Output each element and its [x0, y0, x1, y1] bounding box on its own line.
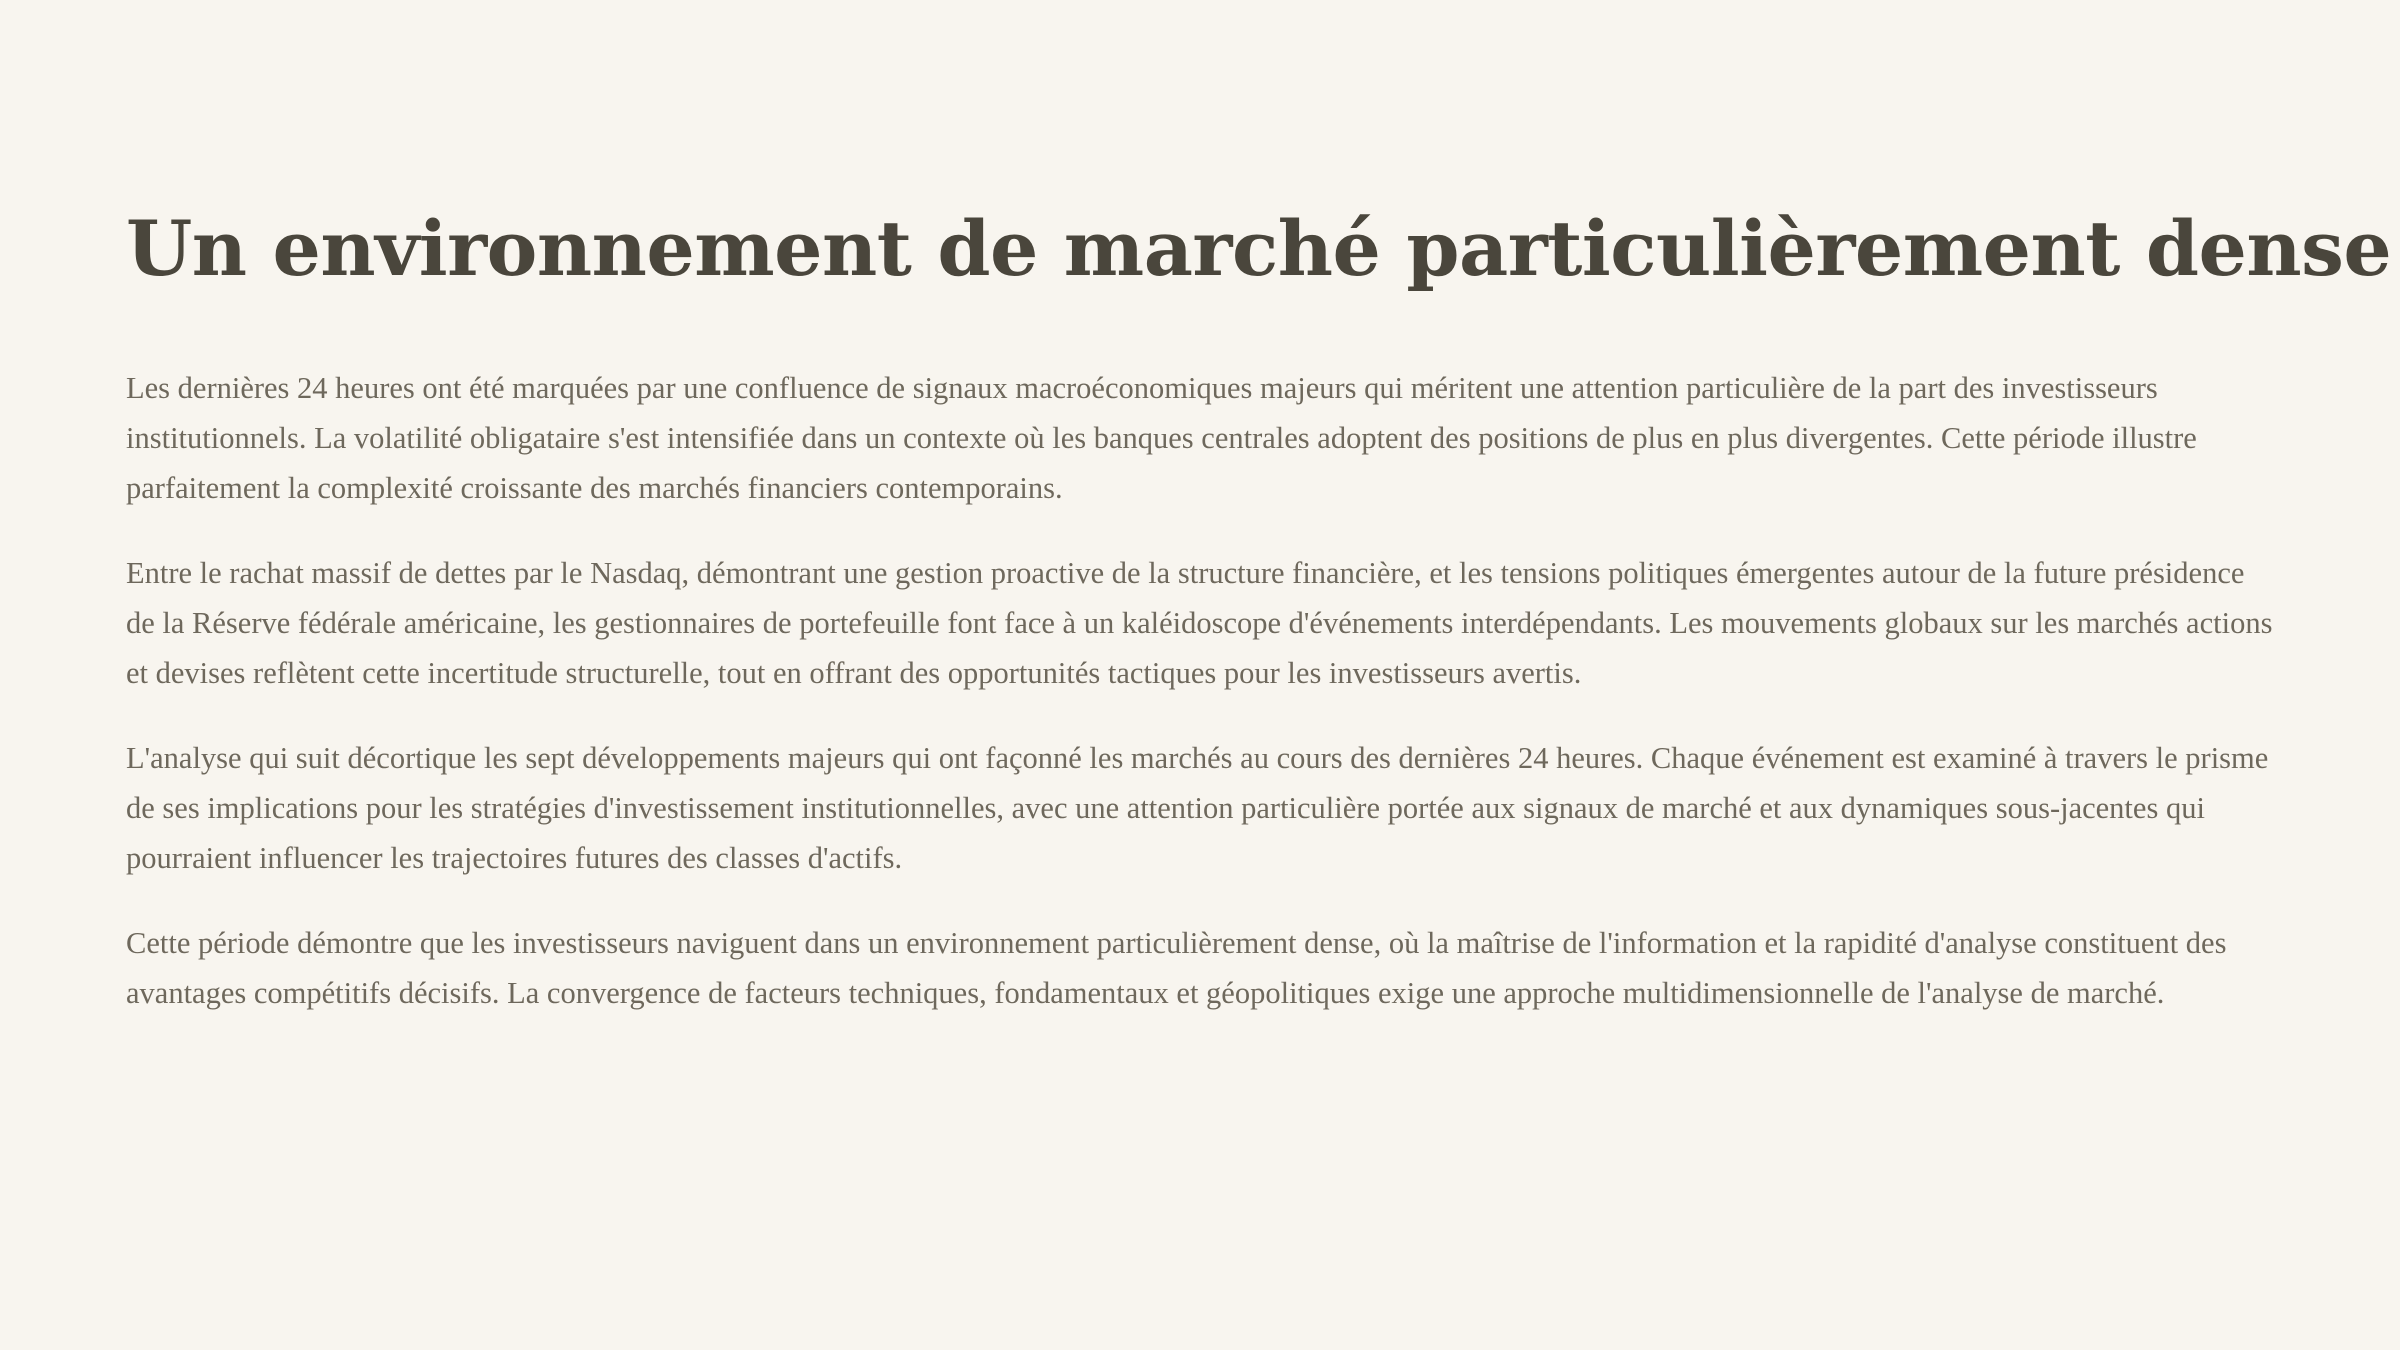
paragraph-analysis: L'analyse qui suit décortique les sept développements majeurs qui ont façonné les marchés au cours des dernières 24 heures. Chaque événement est examiné à travers le prisme de ses implications pour les stratégies d'investissement institutionnelles, avec une attention particulière portée aux signaux de marché et aux dynamiques sous-jacentes qui pourraient influencer les trajectoires futures des classes d'actifs. [126, 741, 2269, 876]
paragraph-context: Entre le rachat massif de dettes par le Nasdaq, démontrant une gestion proactive de la structure financière, et les tensions politiques émergentes autour de la future présidence de la Réserve fédérale américaine, les gestionnaires de portefeuille font face à un kaléidoscope d'événements interdépendants. Les mouvements globaux sur les marchés actions et devises reflètent cette incertitude structurelle, tout en offrant des opportunités tactiques pour les investisseurs avertis. [126, 556, 2273, 691]
paragraph-conclusion: Cette période démontre que les investisseurs naviguent dans un environnement particulièrement dense, où la maîtrise de l'information et la rapidité d'analyse constituent des avantages compétitifs décisifs. La convergence de facteurs techniques, fondamentaux et géopolitiques exige une approche multidimensionnelle de l'analyse de marché. [126, 926, 2227, 1011]
paragraph-intro: Les dernières 24 heures ont été marquées par une confluence de signaux macroéconomiques majeurs qui méritent une attention particulière de la part des investisseurs institutionnels. La volatilité obligataire s'est intensifiée dans un contexte où les banques centrales adoptent des positions de plus en plus divergentes. Cette période illustre parfaitement la complexité croissante des marchés financiers contemporains. [126, 371, 2197, 506]
article-body [126, 363, 2274, 1018]
page-title: Un environnement de marché particulièrement dense [126, 204, 2392, 293]
